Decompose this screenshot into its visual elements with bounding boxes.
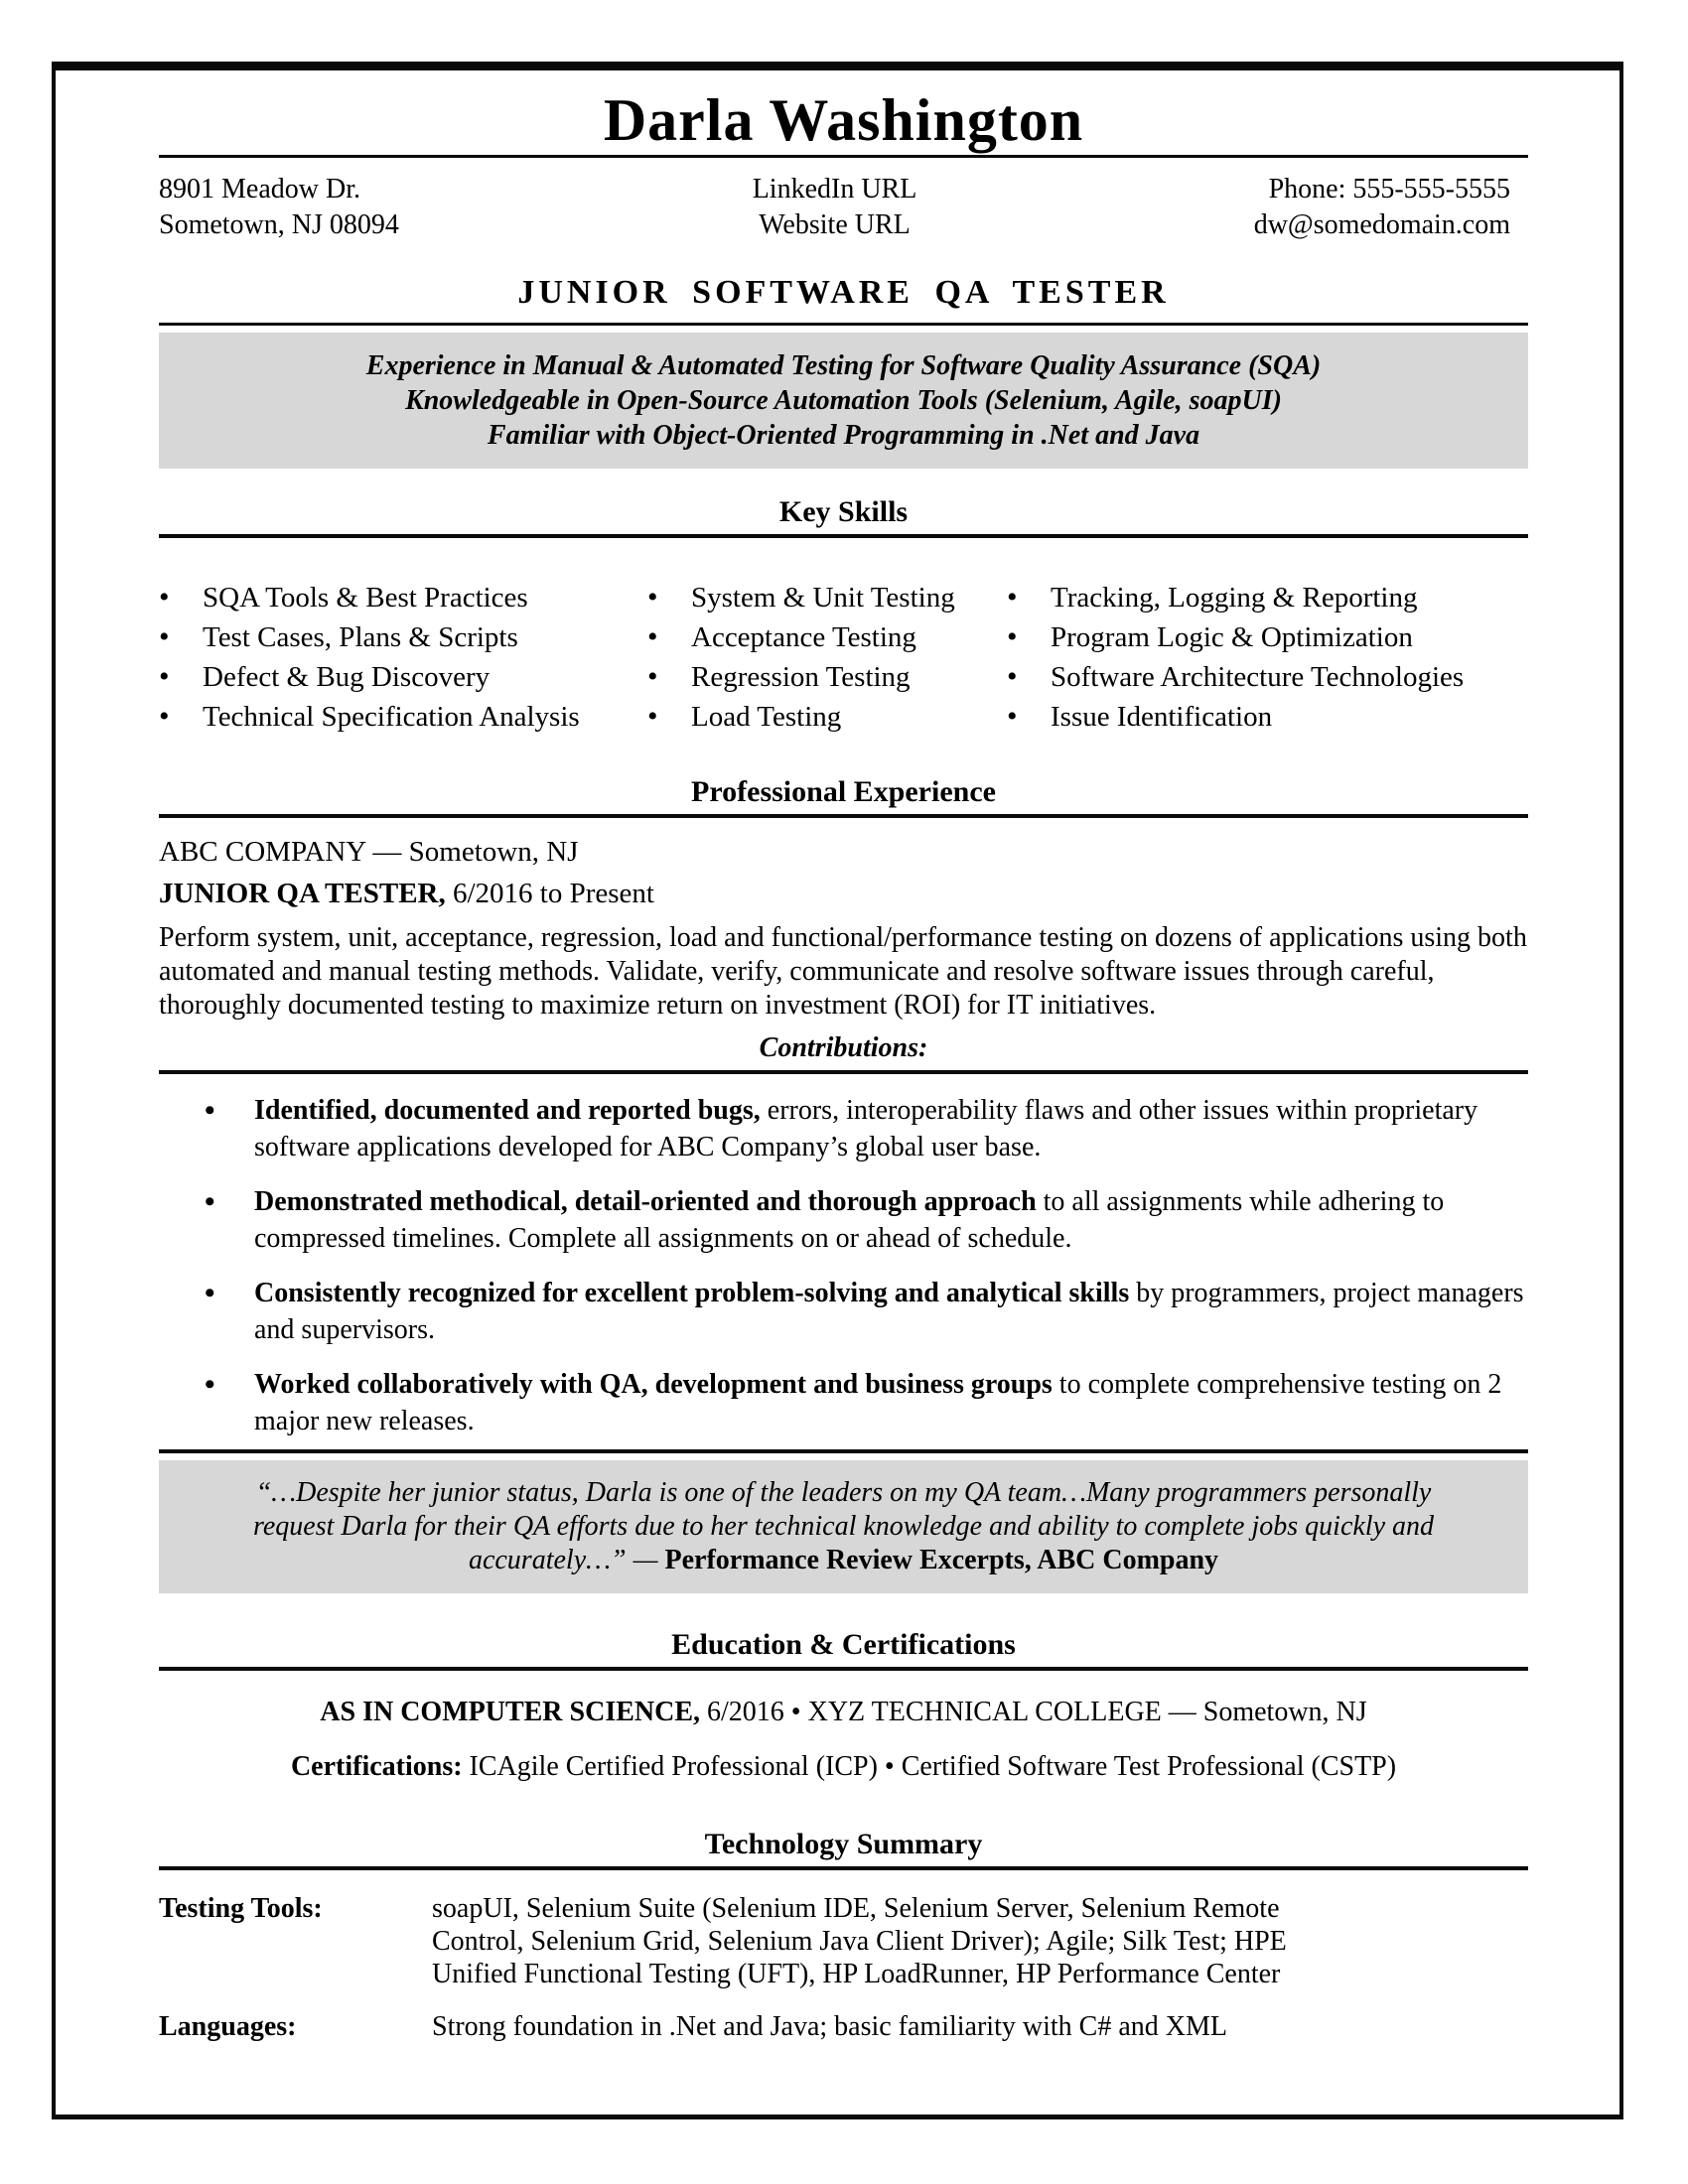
- degree-line: [159, 1697, 1528, 1728]
- section-heading-education: Education & Certifications: [159, 1629, 1528, 1671]
- contribution-text: to all assignments while adhering to compressed timelines. Complete all assignments on or ahead of schedule.: [254, 1186, 1445, 1254]
- contribution-bold: Worked collaboratively with QA, development and business groups: [254, 1369, 1053, 1400]
- key-skills-list: [159, 578, 1528, 737]
- skill-label: Regression Testing: [691, 661, 911, 693]
- bullet-icon: [159, 657, 203, 697]
- contributions-list: [254, 1092, 1529, 1439]
- contact-block: [159, 172, 1528, 243]
- skill-item: [647, 657, 1007, 697]
- tech-value: soapUI, Selenium Suite (Selenium IDE, Selenium Server, Selenium Remote Control, Selenium Grid, Selenium Java Client Driver); Agile; Silk Test; HPE Unified Functional Testing (UFT), HP LoadRunner, HP Performance Center: [432, 1893, 1287, 1989]
- skill-item: [1007, 657, 1528, 697]
- phone-number: Phone: 555-555-5555: [1268, 174, 1511, 205]
- skill-label: Tracking, Logging & Reporting: [1051, 582, 1418, 614]
- address-line2: Sometown, NJ 08094: [159, 209, 399, 240]
- section-heading-technology: Technology Summary: [159, 1829, 1528, 1870]
- section-heading-key-skills: Key Skills: [159, 496, 1528, 538]
- contribution-item: [254, 1183, 1529, 1257]
- tech-row-languages: [159, 2010, 1528, 2043]
- contribution-text: errors, interoperability flaws and other issues within proprietary software applications developed for ABC Company’s global user base.: [254, 1095, 1478, 1162]
- candidate-name: Darla Washington: [603, 87, 1084, 153]
- skill-item: [1007, 617, 1528, 657]
- quote-top-rule: [159, 1449, 1528, 1453]
- tech-label: Languages:: [159, 2011, 297, 2042]
- bullet-icon: [1007, 578, 1051, 617]
- summary-line: Familiar with Object-Oriented Programming in .Net and Java: [487, 420, 1200, 451]
- summary-line: Knowledgeable in Open-Source Automation Tools (Selenium, Agile, soapUI): [405, 385, 1282, 416]
- degree-details: 6/2016 • XYZ TECHNICAL COLLEGE — Sometown, NJ: [700, 1697, 1367, 1727]
- tech-value: Strong foundation in .Net and Java; basic familiarity with C# and XML: [432, 2011, 1227, 2042]
- bullet-icon: [159, 617, 203, 657]
- skill-item: [647, 578, 1007, 617]
- contributions-heading: Contributions:: [159, 1032, 1528, 1074]
- contribution-item: [254, 1366, 1529, 1439]
- skill-item: [159, 697, 647, 737]
- quote-attribution: Performance Review Excerpts, ABC Company: [664, 1545, 1219, 1575]
- linkedin-url: LinkedIn URL: [752, 174, 917, 205]
- bullet-icon: [1007, 697, 1051, 737]
- contribution-item: [254, 1275, 1529, 1348]
- address-line1: 8901 Meadow Dr.: [159, 174, 360, 205]
- contribution-text: to complete comprehensive testing on 2 major new releases.: [254, 1369, 1502, 1436]
- skills-column-2: [647, 578, 1007, 737]
- contribution-bold: Identified, documented and reported bugs,: [254, 1095, 761, 1126]
- skill-label: Load Testing: [691, 701, 842, 733]
- bullet-icon: [647, 657, 691, 697]
- skill-label: Issue Identification: [1051, 701, 1273, 733]
- skill-label: Acceptance Testing: [691, 621, 916, 653]
- bullet-icon: [1007, 657, 1051, 697]
- contribution-bold: Demonstrated methodical, detail-oriented and thorough approach: [254, 1186, 1037, 1217]
- summary-line: Experience in Manual & Automated Testing for Software Quality Assurance (SQA): [365, 350, 1322, 381]
- skill-item: [647, 617, 1007, 657]
- page-content: [56, 87, 1619, 2043]
- contact-links: [610, 172, 1060, 243]
- role-description: Perform system, unit, acceptance, regression, load and functional/performance testing on dozens of applications using both automated and manual testing methods. Validate, verify, communicate and resolve software issues through careful, thoroughly documented testing to maximize return on investment (ROI) for IT initiatives.: [159, 922, 1527, 1021]
- bullet-icon: [1007, 617, 1051, 657]
- bullet-icon: [647, 578, 691, 617]
- tech-label: Testing Tools:: [159, 1893, 323, 1924]
- certifications-label: Certifications:: [290, 1751, 463, 1782]
- certifications-line: [159, 1751, 1528, 1783]
- skill-item: [1007, 697, 1528, 737]
- contact-address: [159, 172, 610, 243]
- skill-item: [647, 697, 1007, 737]
- contribution-bold: Consistently recognized for excellent problem-solving and analytical skills: [254, 1278, 1130, 1308]
- section-heading-professional-experience: Professional Experience: [159, 776, 1528, 818]
- skills-column-3: [1007, 578, 1528, 737]
- certifications-details: ICAgile Certified Professional (ICP) • Certified Software Test Professional (CSTP): [462, 1751, 1397, 1782]
- job-title: JUNIOR SOFTWARE QA TESTER: [517, 274, 1170, 311]
- bullet-icon: [647, 617, 691, 657]
- bullet-icon: [647, 697, 691, 737]
- skill-item: [1007, 578, 1528, 617]
- quote-box: [159, 1460, 1528, 1593]
- summary-box: [159, 333, 1528, 469]
- contribution-item: [254, 1092, 1529, 1165]
- skill-label: Program Logic & Optimization: [1051, 621, 1413, 653]
- contribution-text: by programmers, project managers and supervisors.: [254, 1278, 1524, 1345]
- skills-column-1: [159, 578, 647, 737]
- skill-label: System & Unit Testing: [691, 582, 955, 614]
- contact-phone-email: [1059, 172, 1528, 243]
- skill-label: Technical Specification Analysis: [203, 701, 580, 733]
- skill-item: [159, 657, 647, 697]
- bullet-icon: [159, 578, 203, 617]
- summary-top-rule: [159, 323, 1528, 326]
- name-divider: [159, 155, 1528, 158]
- quote-text: “…Despite her junior status, Darla is one of the leaders on my QA team…Many programmers personally request Darla for their QA efforts due to her technical knowledge and ability to complete jobs quickly and accurately…” —: [252, 1477, 1434, 1575]
- company-line: ABC COMPANY — Sometown, NJ: [159, 836, 579, 868]
- bullet-icon: [159, 697, 203, 737]
- tech-row-testing-tools: [159, 1892, 1528, 1990]
- skill-label: Defect & Bug Discovery: [203, 661, 491, 693]
- skill-label: Test Cases, Plans & Scripts: [203, 621, 518, 653]
- role-title: JUNIOR QA TESTER,: [159, 878, 446, 909]
- skill-label: Software Architecture Technologies: [1051, 661, 1465, 693]
- email-address: dw@somedomain.com: [1253, 209, 1511, 240]
- skill-item: [159, 578, 647, 617]
- role-dates: 6/2016 to Present: [445, 878, 654, 909]
- role-line: [159, 878, 1528, 909]
- degree-title: AS IN COMPUTER SCIENCE,: [320, 1697, 701, 1727]
- website-url: Website URL: [759, 209, 911, 240]
- skill-label: SQA Tools & Best Practices: [203, 582, 528, 614]
- resume-page: [52, 62, 1623, 2119]
- skill-item: [159, 617, 647, 657]
